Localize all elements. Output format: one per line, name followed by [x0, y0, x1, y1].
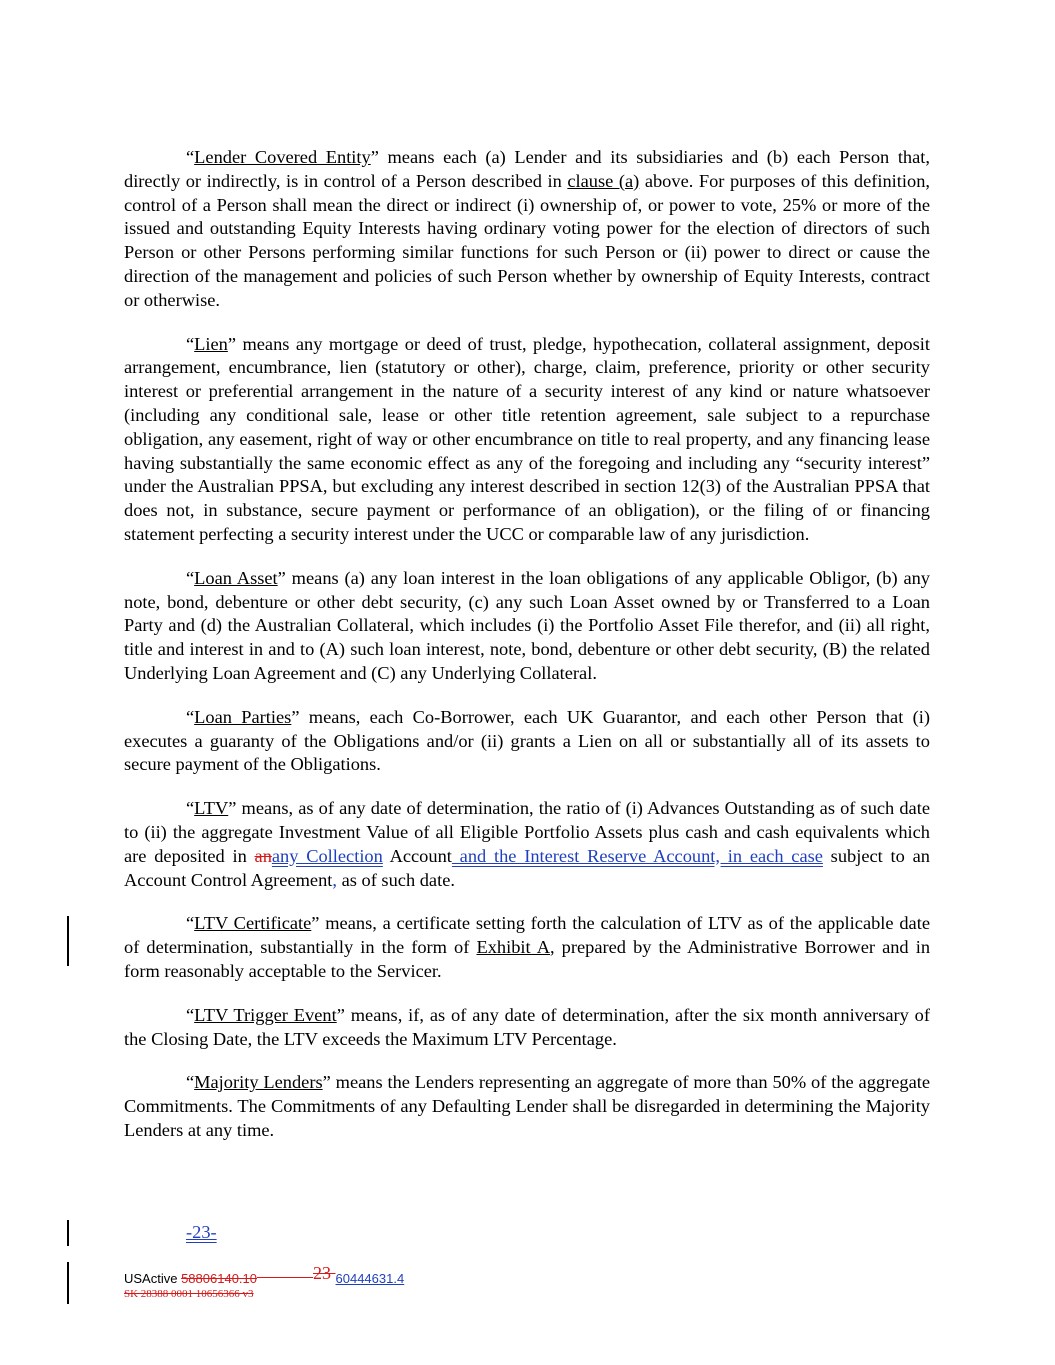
inserted-text: , [332, 869, 337, 890]
definition-lender-covered-entity: “Lender Covered Entity” means each (a) Lender and its subsidiaries and (b) each Person that, directly or indirectly, is in control of a Person described in clause (a) above. For purposes of this definition, control of a Person shall mean the direct or indirect (i) ownership of, or power to vote, 25% or more of the issued and outstanding Equity Interests having ordinary voting power for the election of directors of such Person or other Persons performing similar functions for such Person or (ii) power to direct or cause the direction of the management and policies of such Person whether by ownership of Equity Interests, contract or otherwise. [124, 147, 930, 310]
definition-ltv-certificate: “LTV Certificate” means, a certificate setting forth the calculation of LTV as of the applicable date of determination, substantially in the form of Exhibit A, prepared by the Administrative Borrower and in form reasonably acceptable to the Servicer. [124, 913, 931, 981]
defined-term: LTV Trigger Event [194, 1004, 337, 1025]
footer-label: USActive [124, 1271, 182, 1286]
defined-term: Majority Lenders [194, 1072, 323, 1093]
cross-reference: Exhibit A [476, 937, 550, 958]
deleted-page-number: 23 [313, 1263, 336, 1283]
document-body [124, 146, 930, 1163]
definition-ltv: “LTV” means, as of any date of determination, the ratio of (i) Advances Outstanding as of such date to (ii) the aggregate Investment Value of all Eligible Portfolio Assets plus cash and cash equivalents which are deposited in anany Collection Account and the Interest Reserve Account, in each case subject to an Account Control Agreement, as of such date. [124, 798, 930, 890]
defined-term: LTV Certificate [194, 913, 312, 934]
change-bar [67, 1262, 69, 1304]
defined-term: Loan Parties [194, 706, 292, 727]
inserted-doc-id: 60444631.4 [335, 1271, 405, 1286]
inserted-text: any Collection [271, 845, 383, 866]
change-bar [67, 916, 69, 966]
deleted-text: an [254, 845, 272, 866]
definition-loan-asset: “Loan Asset” means (a) any loan interest in the loan obligations of any applicable Obligor, (b) any note, bond, debenture or other debt security, (c) any such Loan Asset owned by or Transferred to a Loan Party and (d) the Australian Collateral, which includes (i) the Portfolio Asset File therefor, and (ii) all right, title and interest in and to (A) such loan interest, note, bond, debenture or other debt security, (B) the related Underlying Loan Agreement and (C) any Underlying Collateral. [124, 567, 930, 683]
defined-term: LTV [194, 798, 229, 819]
defined-term: Loan Asset [194, 567, 278, 588]
deleted-doc-id: 58806140.10 [181, 1271, 257, 1286]
footer-deleted-sk-id: SK 28388 0001 10656366 v3 [124, 1288, 254, 1300]
footer-rule [257, 1277, 313, 1278]
cross-reference: clause (a) [567, 170, 640, 191]
inserted-text: and the Interest Reserve Account, in each case [451, 845, 823, 866]
footer-doc-id [124, 1263, 405, 1288]
change-bar [67, 1220, 69, 1246]
definition-lien: “Lien” means any mortgage or deed of trust, pledge, hypothecation, collateral assignment, deposit arrangement, encumbrance, lien (statutory or other), charge, claim, preference, priority or other security interest or preferential arrangement in the nature of a security interest of any kind or nature whatsoever (including any conditional sale, lease or other title retention agreement, sale subject to a repurchase obligation, any easement, right of way or other encumbrance on title to real property, and any financing lease having substantially the same economic effect as any of the foregoing and including any “security interest” under the Australian PPSA, but excluding any interest described in section 12(3) of the Australian PPSA that does not, in substance, secure payment or performance of an obligation), or the filing of or financing statement perfecting a security interest under the UCC or comparable law of any jurisdiction. [124, 333, 930, 544]
defined-term: Lien [194, 333, 228, 354]
definition-loan-parties: “Loan Parties” means, each Co-Borrower, each UK Guarantor, and each other Person that (i) executes a guaranty of the Obligations and/or (ii) grants a Lien on all or substantially all of its assets to secure payment of the Obligations. [124, 706, 930, 775]
page-number: -23- [186, 1222, 217, 1242]
definition-ltv-trigger-event: “LTV Trigger Event” means, if, as of any date of determination, after the six month anniversary of the Closing Date, the LTV exceeds the Maximum LTV Percentage. [124, 1004, 930, 1049]
defined-term: Lender Covered Entity [194, 147, 371, 167]
definition-majority-lenders: “Majority Lenders” means the Lenders representing an aggregate of more than 50% of the aggregate Commitments. The Commitments of any Defaulting Lender shall be disregarded in determining the Majority Lenders at any time. [124, 1072, 931, 1140]
